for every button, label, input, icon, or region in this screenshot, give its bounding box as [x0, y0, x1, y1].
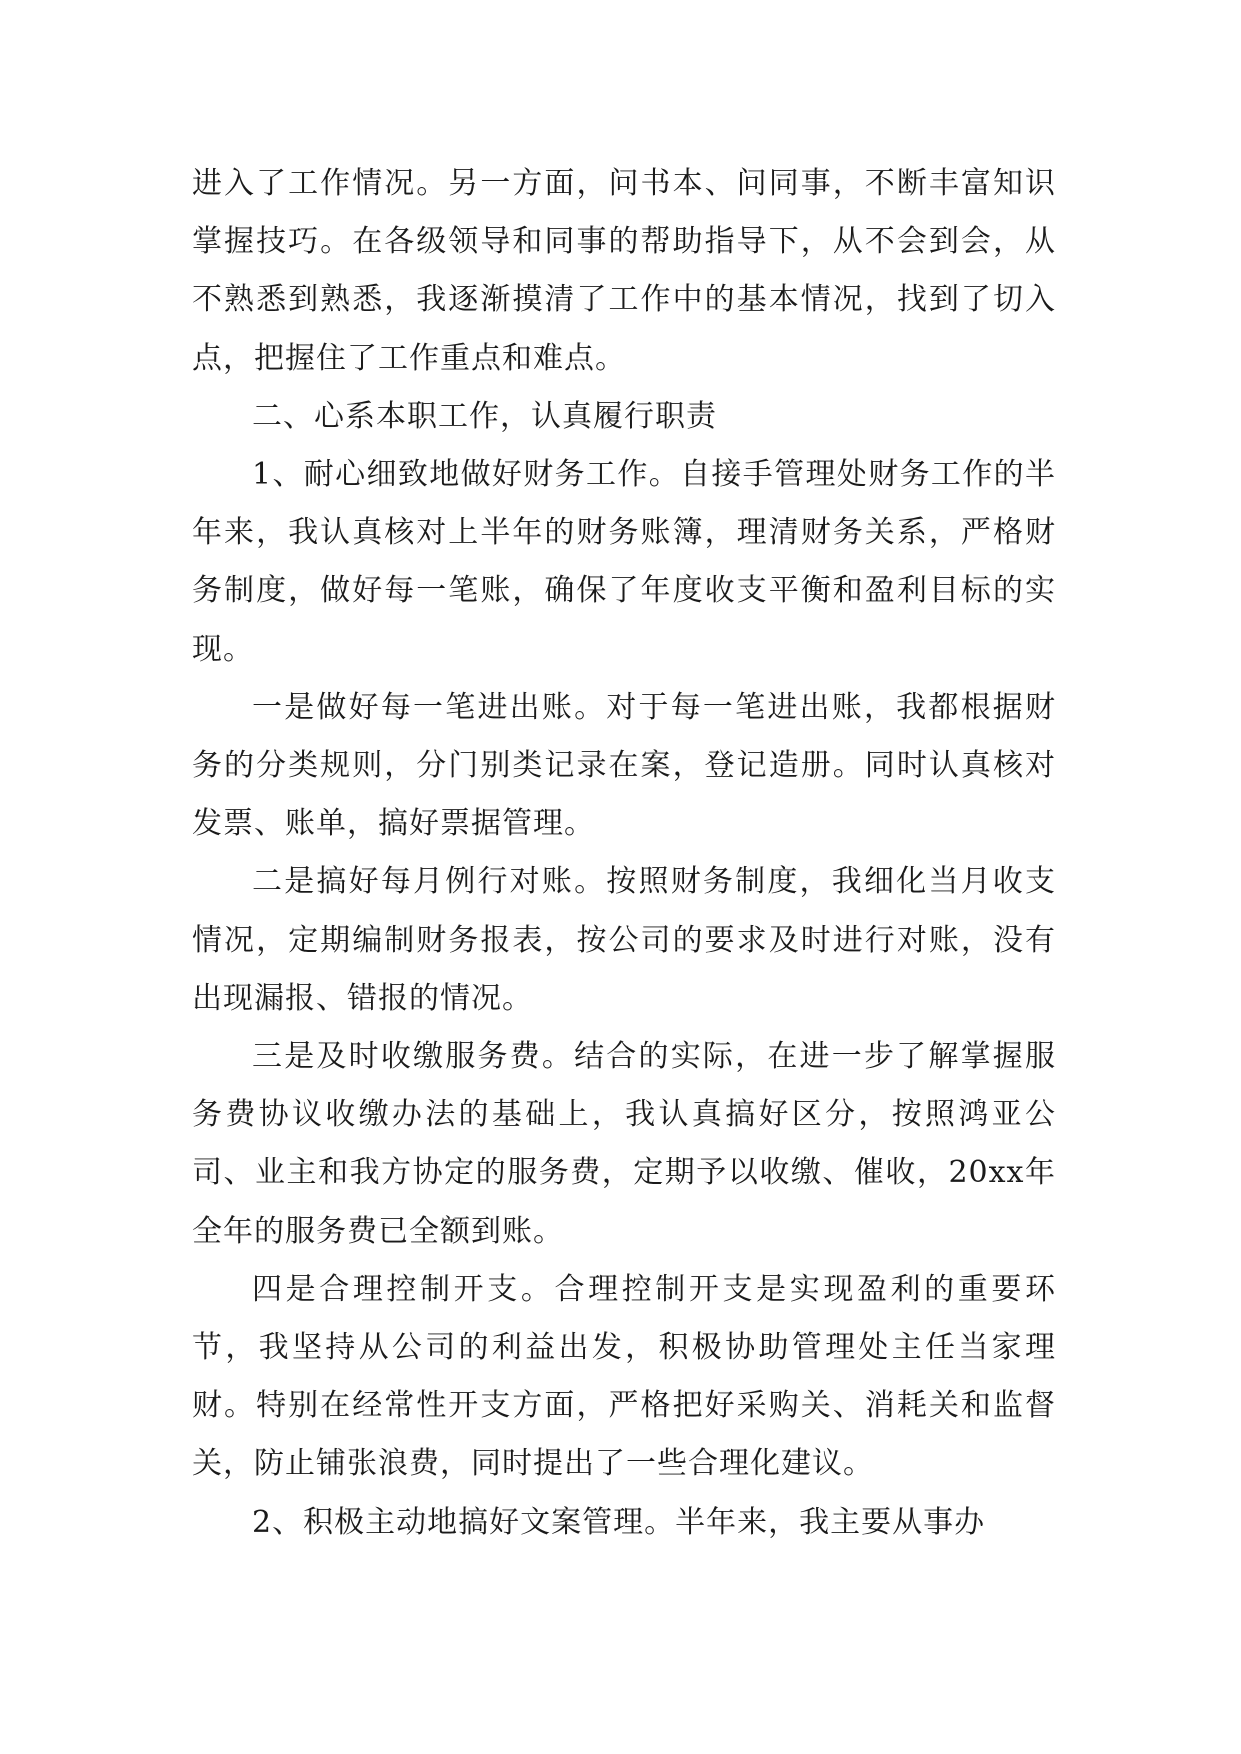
paragraph-service-fees: 三是及时收缴服务费。结合的实际，在进一步了解掌握服务费协议收缴办法的基础上，我认真搞好区分，按照鸿亚公司、业主和我方协定的服务费，定期予以收缴、催收，20xx年全年的服务费已全额到账。: [192, 1039, 1056, 1249]
paragraph-accounts: 一是做好每一笔进出账。对于每一笔进出账，我都根据财务的分类规则，分门别类记录在案，登记造册。同时认真核对发票、账单，搞好票据管理。: [192, 689, 1056, 842]
paragraph-expense-control: 四是合理控制开支。合理控制开支是实现盈利的重要环节，我坚持从公司的利益出发，积极协助管理处主任当家理财。特别在经常性开支方面，严格把好采购关、消耗关和监督关，防止铺张浪费，同时提出了一些合理化建议。: [192, 1271, 1056, 1482]
paragraph-document-management: 2、积极主动地搞好文案管理。半年来，我主要从事办: [252, 1504, 986, 1540]
paragraph-monthly-reconciliation: 二是搞好每月例行对账。按照财务制度，我细化当月收支情况，定期编制财务报表，按公司的要求及时进行对账，没有出现漏报、错报的情况。: [192, 864, 1056, 1016]
paragraph-continuation: 进入了工作情况。另一方面，问书本、问同事，不断丰富知识掌握技巧。在各级领导和同事的帮助指导下，从不会到会，从不熟悉到熟悉，我逐渐摸清了工作中的基本情况，找到了切入点，把握住了工作重点和难点。: [192, 166, 1056, 376]
paragraph-finance-work: 1、耐心细致地做好财务工作。自接手管理处财务工作的半年来，我认真核对上半年的财务账簿，理清财务关系，严格财务制度，做好每一笔账，确保了年度收支平衡和盈利目标的实现。: [192, 457, 1056, 667]
section-heading: 二、心系本职工作，认真履行职责: [252, 398, 717, 434]
document-body: [192, 155, 1056, 1552]
